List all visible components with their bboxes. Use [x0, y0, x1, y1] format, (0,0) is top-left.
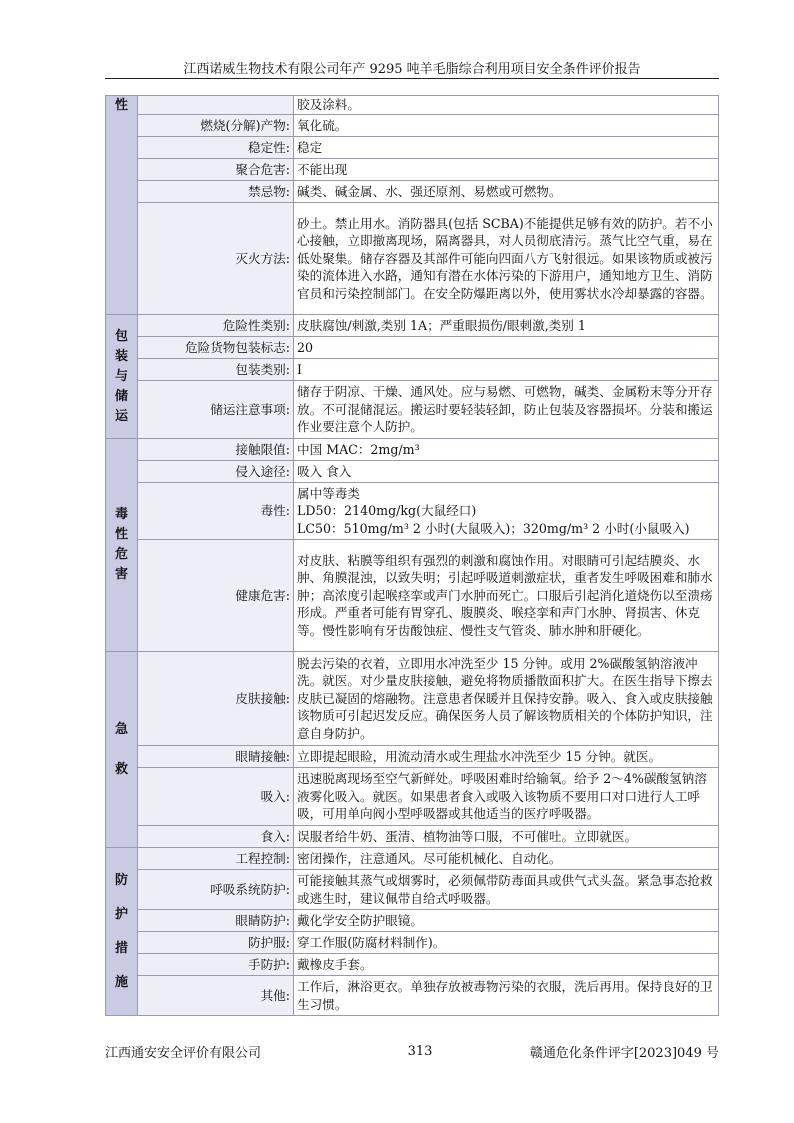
- row-label: 手防护:: [138, 954, 294, 976]
- section-property-title: 性: [106, 96, 138, 315]
- row-value: 不能出现: [294, 159, 719, 181]
- section-title-line: 防: [114, 872, 128, 888]
- row-label: 危险性类别:: [138, 315, 294, 337]
- row-label: 侵入途径:: [138, 461, 294, 483]
- toxicity-line: LC50：510mg/m³ 2 小时(大鼠吸入)；320mg/m³ 2 小时(小鼠吸入): [297, 520, 690, 536]
- row-value: 戴橡皮手套。: [294, 954, 719, 976]
- section-title-line: 救: [114, 761, 128, 777]
- row-value: 胶及涂料。: [294, 96, 719, 115]
- row-value: 20: [294, 337, 719, 359]
- row-label: 防护服:: [138, 932, 294, 954]
- row-value: 砂土。禁止用水。消防器具(包括 SCBA)不能提供足够有效的防护。若不小心接触，立即撤离现场，隔离器具，对人员彻底清污。蒸气比空气重，易在低处聚集。储存容器及其部件可能向四面八方飞射很远。如果该物质或被污染的流体进入水路，通知有潜在水体污染的下游用户，通知地方卫生、消防官员和污染控制部门。在安全防爆距离以外，使用雾状水冷却暴露的容器。: [294, 203, 719, 315]
- row-label: [138, 96, 294, 115]
- row-value: 误服者给牛奶、蛋清、植物油等口服，不可催吐。立即就医。: [294, 826, 719, 848]
- row-value: 中国 MAC：2mg/m³: [294, 439, 719, 461]
- row-value: 储存于阴凉、干燥、通风处。应与易燃、可燃物，碱类、金属粉末等分开存放。不可混储混运。搬运时要轻装轻卸，防止包装及容器损坏。分装和搬运作业要注意个人防护。: [294, 381, 719, 439]
- row-label: 吸入:: [138, 768, 294, 826]
- row-value: Ⅰ: [294, 359, 719, 381]
- footer-company: 江西通安安全评价有限公司: [105, 1046, 262, 1061]
- row-label: 稳定性:: [138, 137, 294, 159]
- row-label: 眼睛防护:: [138, 910, 294, 932]
- section-title-line: 措: [114, 940, 128, 956]
- row-value: 工作后，淋浴更衣。单独存放被毒物污染的衣服，洗后再用。保持良好的卫生习惯。: [294, 976, 719, 1016]
- section-title-line: 护: [114, 906, 128, 922]
- row-label: 储运注意事项:: [138, 381, 294, 439]
- row-label: 食入:: [138, 826, 294, 848]
- section-title-line: 危害: [114, 547, 128, 582]
- row-value: 氧化硫。: [294, 115, 719, 137]
- row-label: 燃烧(分解)产物:: [138, 115, 294, 137]
- row-label: 呼吸系统防护:: [138, 870, 294, 910]
- row-label: 包装类别:: [138, 359, 294, 381]
- row-label: 眼睛接触:: [138, 746, 294, 768]
- toxicity-line: LD50：2140mg/kg(大鼠经口): [297, 503, 477, 519]
- row-value: 迅速脱离现场至空气新鲜处。呼吸困难时给输氧。给予 2～4%碳酸氢钠溶液雾化吸入。就医。如果患者食入或吸入该物质不要用口对口进行人工呼吸，可用单向阀小型呼吸器或其他适当的医疗呼吸器。: [294, 768, 719, 826]
- section-title-line: 运: [114, 408, 128, 424]
- page-header-title: 江西诺威生物技术有限公司年产 9295 吨羊毛脂综合利用项目安全条件评价报告: [183, 62, 641, 77]
- row-value: 吸入 食入: [294, 461, 719, 483]
- section-title-line: 包装: [114, 328, 128, 364]
- row-label: 健康危害:: [138, 540, 294, 652]
- row-value: 密闭操作，注意通风。尽可能机械化、自动化。: [294, 848, 719, 870]
- section-title-line: 施: [114, 974, 128, 990]
- section-firstaid-title: [106, 652, 138, 848]
- row-label: 聚合危害:: [138, 159, 294, 181]
- header-divider: [105, 78, 719, 79]
- section-packaging-title: [106, 315, 138, 439]
- row-label: 毒性:: [138, 483, 294, 540]
- footer-report-number: 赣通危化条件评字[2023]049 号: [529, 1046, 719, 1061]
- row-value: 脱去污染的衣着，立即用水冲洗至少 15 分钟。或用 2%碳酸氢钠溶液冲洗。就医。对少量皮肤接触，避免将物质播散面积扩大。在医生指导下擦去皮肤已凝固的熔融物。注意患者保暖并且保持安静。吸入、食入或皮肤接触该物质可引起迟发反应。确保医务人员了解该物质相关的个体防护知识，注意自身防护。: [294, 652, 719, 746]
- section-title-line: 毒性: [114, 507, 128, 542]
- page-number: 313: [407, 1044, 433, 1059]
- row-value: 可能接触其蒸气或烟雾时，必须佩带防毒面具或供气式头盔。紧急事态抢救或逃生时，建议佩带自给式呼吸器。: [294, 870, 719, 910]
- row-label: 危险货物包装标志:: [138, 337, 294, 359]
- row-value: 稳定: [294, 137, 719, 159]
- msds-table: [105, 95, 719, 1016]
- row-value: 穿工作服(防腐材料制作)。: [294, 932, 719, 954]
- row-value: 戴化学安全防护眼镜。: [294, 910, 719, 932]
- section-protection-title: [106, 848, 138, 1016]
- row-label: 接触限值:: [138, 439, 294, 461]
- row-value: 立即提起眼睑，用流动清水或生理盐水冲洗至少 15 分钟。就医。: [294, 746, 719, 768]
- row-value: 对皮肤、粘膜等组织有强烈的刺激和腐蚀作用。对眼睛可引起结膜炎、水肿、角膜混浊，以致失明；引起呼吸道刺激症状，重者发生呼吸困难和肺水肿；高浓度引起喉痉挛或声门水肿而死亡。口服后引起消化道烧伤以至溃疡形成。严重者可能有胃穿孔、腹膜炎、喉痉挛和声门水肿、肾损害、休克等。慢性影响有牙齿酸蚀症、慢性支气管炎、肺水肿和肝硬化。: [294, 540, 719, 652]
- row-value: 碱类、碱金属、水、强还原剂、易燃或可燃物。: [294, 181, 719, 203]
- section-title-line: 急: [114, 721, 128, 737]
- row-label: 工程控制:: [138, 848, 294, 870]
- section-title-line: 与储: [114, 368, 128, 404]
- toxicity-line: 属中等毒类: [297, 485, 360, 501]
- row-label: 其他:: [138, 976, 294, 1016]
- row-label: 禁忌物:: [138, 181, 294, 203]
- row-label: 灭火方法:: [138, 203, 294, 315]
- row-label: 皮肤接触:: [138, 652, 294, 746]
- row-value: [294, 483, 719, 540]
- section-toxicity-title: [106, 439, 138, 652]
- row-value: 皮肤腐蚀/刺激,类别 1A；严重眼损伤/眼刺激,类别 1: [294, 315, 719, 337]
